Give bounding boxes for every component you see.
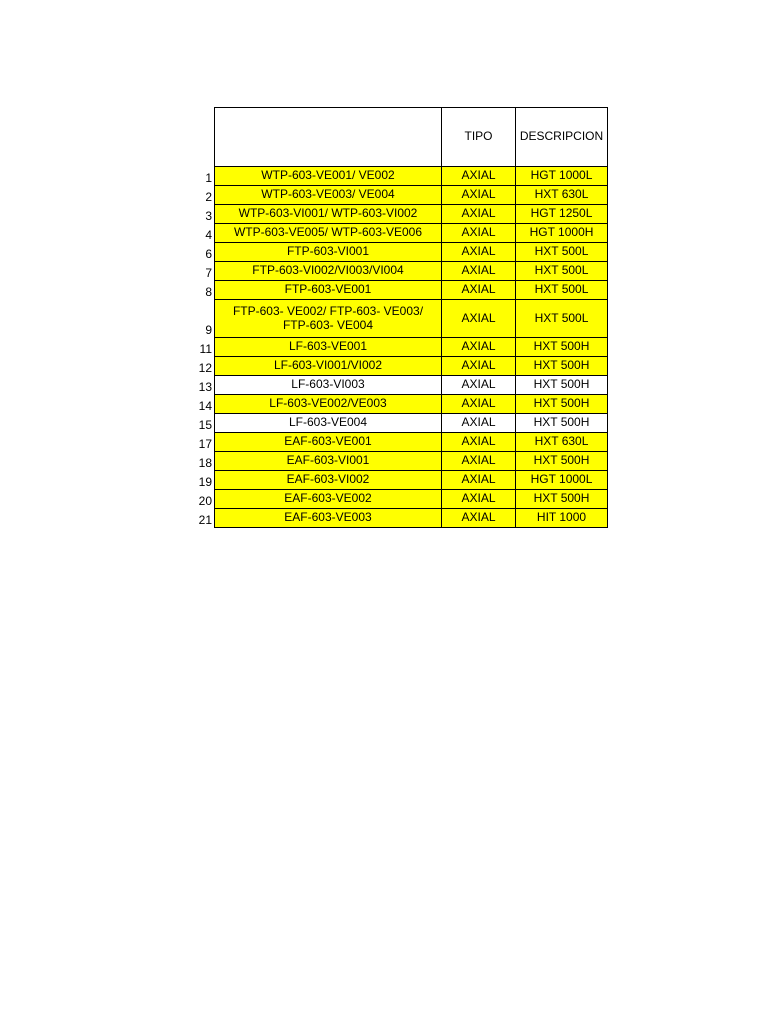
table-row — [188, 262, 608, 281]
cell-tipo: AXIAL — [442, 167, 516, 186]
cell-code-text: LF-603-VE001 — [288, 339, 368, 354]
row-number: 15 — [188, 414, 215, 433]
header-row — [188, 108, 608, 167]
cell-code — [215, 357, 442, 376]
table-row — [188, 433, 608, 452]
cell-tipo: AXIAL — [442, 205, 516, 224]
cell-descripcion: HGT 1000H — [516, 224, 608, 243]
cell-code — [215, 205, 442, 224]
cell-tipo: AXIAL — [442, 433, 516, 452]
row-number: 18 — [188, 452, 215, 471]
table-row — [188, 452, 608, 471]
header-code — [215, 108, 442, 167]
cell-code-text: EAF-603-VI001 — [286, 453, 370, 468]
cell-code-text: WTP-603-VI001/ WTP-603-VI002 — [238, 206, 418, 221]
table-row — [188, 414, 608, 433]
cell-tipo: AXIAL — [442, 281, 516, 300]
cell-code-text: FTP-603-VI002/VI003/VI004 — [252, 263, 404, 278]
row-number: 21 — [188, 509, 215, 528]
cell-code-text: LF-603-VI001/VI002 — [273, 358, 383, 373]
table-row — [188, 224, 608, 243]
header-tipo: TIPO — [442, 108, 516, 167]
cell-descripcion: HXT 500H — [516, 376, 608, 395]
table-row — [188, 186, 608, 205]
table-row — [188, 167, 608, 186]
table-row — [188, 509, 608, 528]
cell-descripcion: HIT 1000 — [516, 509, 608, 528]
row-number: 20 — [188, 490, 215, 509]
cell-descripcion: HXT 500L — [516, 262, 608, 281]
cell-code-text: FTP-603- VE002/ FTP-603- VE003/ FTP-603- VE004 — [232, 304, 424, 332]
row-number: 6 — [188, 243, 215, 262]
cell-tipo: AXIAL — [442, 395, 516, 414]
row-number: 8 — [188, 281, 215, 300]
cell-code — [215, 243, 442, 262]
cell-code — [215, 414, 442, 433]
cell-descripcion: HXT 500L — [516, 243, 608, 262]
row-number: 9 — [188, 300, 215, 338]
cell-code-text: EAF-603-VE003 — [284, 510, 372, 525]
table-row — [188, 281, 608, 300]
row-number: 11 — [188, 338, 215, 357]
cell-descripcion: HXT 630L — [516, 186, 608, 205]
cell-tipo: AXIAL — [442, 471, 516, 490]
cell-code — [215, 395, 442, 414]
table-row — [188, 376, 608, 395]
row-number: 3 — [188, 205, 215, 224]
table-row — [188, 490, 608, 509]
row-number: 7 — [188, 262, 215, 281]
cell-code — [215, 262, 442, 281]
cell-code — [215, 376, 442, 395]
row-number: 4 — [188, 224, 215, 243]
cell-code — [215, 167, 442, 186]
cell-code-text: WTP-603-VE003/ VE004 — [261, 187, 395, 202]
cell-code-text: EAF-603-VI002 — [286, 472, 370, 487]
cell-tipo: AXIAL — [442, 509, 516, 528]
cell-tipo: AXIAL — [442, 262, 516, 281]
cell-code — [215, 490, 442, 509]
cell-code-text: LF-603-VE002/VE003 — [269, 396, 387, 411]
cell-code-text: EAF-603-VE002 — [284, 491, 372, 506]
table-row — [188, 395, 608, 414]
row-number: 2 — [188, 186, 215, 205]
table-row — [188, 205, 608, 224]
cell-code — [215, 338, 442, 357]
cell-code — [215, 300, 442, 338]
cell-tipo: AXIAL — [442, 338, 516, 357]
cell-code-text: WTP-603-VE005/ WTP-603-VE006 — [233, 225, 423, 240]
row-number: 19 — [188, 471, 215, 490]
cell-code — [215, 224, 442, 243]
table-row — [188, 471, 608, 490]
cell-code — [215, 509, 442, 528]
cell-descripcion: HGT 1000L — [516, 471, 608, 490]
cell-descripcion: HXT 500H — [516, 452, 608, 471]
cell-descripcion: HXT 500H — [516, 490, 608, 509]
cell-code — [215, 281, 442, 300]
cell-code-text: LF-603-VI003 — [291, 377, 365, 392]
table-row — [188, 338, 608, 357]
table-row — [188, 300, 608, 338]
cell-descripcion: HXT 630L — [516, 433, 608, 452]
row-number: 14 — [188, 395, 215, 414]
header-descripcion: DESCRIPCION — [516, 108, 608, 167]
cell-descripcion: HGT 1250L — [516, 205, 608, 224]
cell-descripcion: HXT 500H — [516, 357, 608, 376]
cell-code — [215, 471, 442, 490]
cell-code — [215, 452, 442, 471]
cell-tipo: AXIAL — [442, 300, 516, 338]
cell-code-text: FTP-603-VE001 — [284, 282, 372, 297]
row-number: 12 — [188, 357, 215, 376]
cell-tipo: AXIAL — [442, 376, 516, 395]
table-row — [188, 357, 608, 376]
row-number: 17 — [188, 433, 215, 452]
cell-code-text: EAF-603-VE001 — [284, 434, 372, 449]
cell-descripcion: HXT 500H — [516, 395, 608, 414]
cell-descripcion: HXT 500L — [516, 300, 608, 338]
cell-descripcion: HXT 500L — [516, 281, 608, 300]
equipment-table — [188, 107, 608, 528]
cell-descripcion: HXT 500H — [516, 338, 608, 357]
row-number: 13 — [188, 376, 215, 395]
cell-tipo: AXIAL — [442, 414, 516, 433]
cell-descripcion: HGT 1000L — [516, 167, 608, 186]
cell-tipo: AXIAL — [442, 357, 516, 376]
cell-tipo: AXIAL — [442, 186, 516, 205]
spreadsheet — [188, 107, 608, 528]
cell-descripcion: HXT 500H — [516, 414, 608, 433]
cell-code-text: LF-603-VE004 — [288, 415, 368, 430]
cell-code-text: WTP-603-VE001/ VE002 — [261, 168, 395, 183]
cell-code-text: FTP-603-VI001 — [286, 244, 370, 259]
row-number: 1 — [188, 167, 215, 186]
cell-tipo: AXIAL — [442, 452, 516, 471]
cell-tipo: AXIAL — [442, 243, 516, 262]
cell-code — [215, 433, 442, 452]
cell-code — [215, 186, 442, 205]
cell-tipo: AXIAL — [442, 490, 516, 509]
table-row — [188, 243, 608, 262]
row-number-header — [188, 108, 215, 167]
cell-tipo: AXIAL — [442, 224, 516, 243]
